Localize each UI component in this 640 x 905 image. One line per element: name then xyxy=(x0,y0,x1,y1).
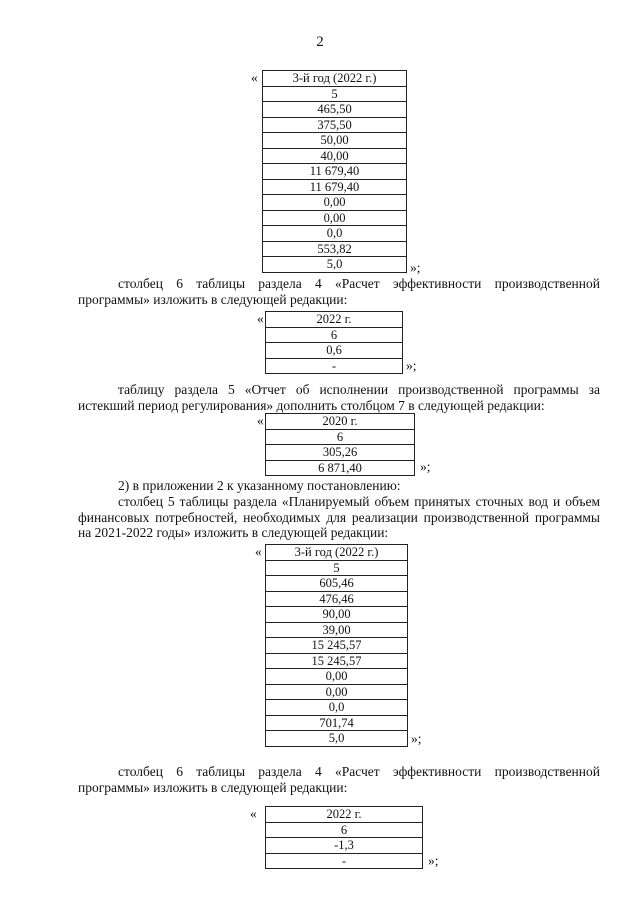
table1-cell: 0,0 xyxy=(263,226,407,242)
paragraph-2: таблицу раздела 5 «Отчет об исполнении производственной программы за истекший период регулирования» дополнить столбцом 7 в следующей редакции: xyxy=(78,382,600,413)
table1-cell: 0,00 xyxy=(263,210,407,226)
table1-cell: 40,00 xyxy=(263,148,407,164)
table2-quote-open: « xyxy=(257,311,264,326)
table1-cell: 5 xyxy=(263,86,407,102)
table3-quote-open: « xyxy=(257,413,264,428)
table3-header-cell: 2020 г. xyxy=(266,414,415,430)
paragraph-4: столбец 5 таблицы раздела «Планируемый объем принятых сточных вод и объем финансовых потребностей, необходимых для реализации производственной программы на 2021-2022 годы» изложить в следующей редакции: xyxy=(78,494,600,540)
table4-cell: 39,00 xyxy=(266,622,408,638)
table2-quote-close: »; xyxy=(406,358,417,373)
table5-cell: 6 xyxy=(266,822,423,838)
table4-cell: 5 xyxy=(266,560,408,576)
table1-cell: 465,50 xyxy=(263,102,407,118)
table1-cell: 0,00 xyxy=(263,195,407,211)
table5 xyxy=(265,806,423,869)
table4-cell: 605,46 xyxy=(266,576,408,592)
table1-quote-close: »; xyxy=(410,260,421,275)
table4-quote-close: »; xyxy=(411,731,422,746)
table1-quote-open: « xyxy=(251,70,258,85)
paragraph-3: 2) в приложении 2 к указанному постановлению: xyxy=(118,478,401,493)
table4-quote-open: « xyxy=(255,544,262,559)
table2 xyxy=(265,311,403,374)
table3 xyxy=(265,413,415,476)
table2-cell: 0,6 xyxy=(266,343,403,359)
table2-cell: - xyxy=(266,358,403,374)
table3-cell: 305,26 xyxy=(266,445,415,461)
table5-quote-open: « xyxy=(250,806,257,821)
table1-cell: 11 679,40 xyxy=(263,164,407,180)
table5-cell: - xyxy=(266,853,423,869)
table3-cell: 6 xyxy=(266,429,415,445)
table4-header-cell: 3-й год (2022 г.) xyxy=(266,545,408,561)
table4-cell: 15 245,57 xyxy=(266,653,408,669)
table4-cell: 476,46 xyxy=(266,591,408,607)
table2-header-cell: 2022 г. xyxy=(266,312,403,328)
table1-cell: 50,00 xyxy=(263,133,407,149)
table4-cell: 0,00 xyxy=(266,684,408,700)
paragraph-1: столбец 6 таблицы раздела 4 «Расчет эффективности производственной программы» изложить в следующей редакции: xyxy=(78,276,600,307)
table1 xyxy=(262,70,407,273)
page-number: 2 xyxy=(316,34,324,50)
table1-cell: 11 679,40 xyxy=(263,179,407,195)
table1-header-cell: 3-й год (2022 г.) xyxy=(263,71,407,87)
table4-cell: 90,00 xyxy=(266,607,408,623)
table1-cell: 553,82 xyxy=(263,241,407,257)
table4-cell: 15 245,57 xyxy=(266,638,408,654)
table4 xyxy=(265,544,408,747)
table3-cell: 6 871,40 xyxy=(266,460,415,476)
table1-cell: 5,0 xyxy=(263,257,407,273)
table1-cell: 375,50 xyxy=(263,117,407,133)
table5-quote-close: »; xyxy=(428,853,439,868)
table3-quote-close: »; xyxy=(420,459,431,474)
table5-header-cell: 2022 г. xyxy=(266,807,423,823)
table5-cell: -1,3 xyxy=(266,838,423,854)
table4-cell: 0,00 xyxy=(266,669,408,685)
table2-cell: 6 xyxy=(266,327,403,343)
table4-cell: 5,0 xyxy=(266,731,408,747)
table4-cell: 701,74 xyxy=(266,715,408,731)
table4-cell: 0,0 xyxy=(266,700,408,716)
paragraph-5: столбец 6 таблицы раздела 4 «Расчет эффективности производственной программы» изложить в следующей редакции: xyxy=(78,764,600,795)
